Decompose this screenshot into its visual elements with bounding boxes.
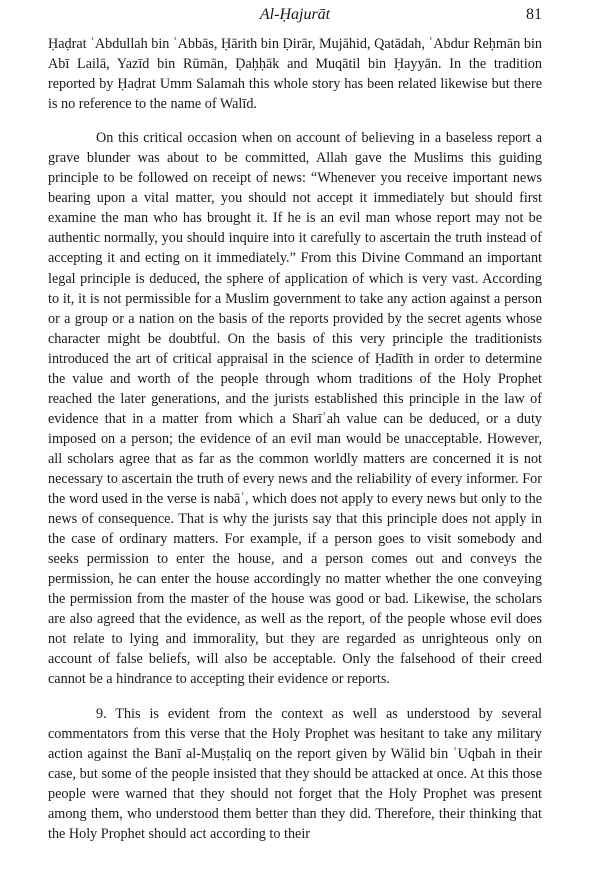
running-title: Al-Ḥajurāt — [259, 6, 331, 23]
paragraph-guiding-principle: On this critical occasion when on account of believing in a baseless report a grave blunder was about to be committed, Allah gave the Muslims this guiding principle to be followed on receipt of news: “Whenever you receive important news bearing upon a vital matter, you should not accept it immediately but should first examine the man who has brought it. If he is an evil man whose report may not be authentic normally, you should inquire into it carefully to ascertain the truth instead of accepting it and ecting on it immediately.” From this Divine Command an important legal principle is deduced, the sphere of application of which is very vast. According to it, it is not permissible for a Muslim government to take any action against a person or a group or a nation on the basis of the reports provided by the secret agents whose character might be doubtful. On the basis of this very principle the traditionists introduced the art of critical appraisal in the science of Ḥadīth in order to determine the value and worth of the people through whom traditions of the Holy Prophet reached the later generations, and the jurists established this principle in the law of evidence that in a matter from which a Sharīʿah value can be deduced, or a duty imposed on a person; the evidence of an evil man would be unacceptable. However, all scholars agree that as far as the common worldly matters are concerned it is not necessary to ascertain the truth of every news and the reliability of every informer. For the word used in the verse is nabāʾ, which does not apply to every news but only to the news of consequence. That is why the jurists say that this principle does not apply in the case of ordinary matters. For example, if a person goes to visit somebody and seeks permission to enter the house, and a person comes out and conveys the permission, he can enter the house accordingly no matter whether the one conveying the permission from the master of the house was good or bad. Likewise, the scholars are also agreed that the evidence, as well as the report, of the people whose evil does not relate to lying and immorality, but they are regarded as unrighteous only on account of false beliefs, will also be acceptable. Only the falsehood of their creed cannot be a hindrance to accepting their evidence or reports. — [48, 130, 542, 688]
paragraph-note-9: 9. This is evident from the context as well as understood by several commentators from this verse that the Holy Prophet was hesitant to take any military action against the Banī al-Muṣṭaliq on the report given by Wālid bin ʿUqbah in their case, but some of the people insisted that they should be attacked at once. At this those people were warned that they should not forget that the Holy Prophet was present among them, who understood them better than they did. Therefore, their thinking that the Holy Prophet should act according to their — [48, 705, 542, 842]
page-header — [48, 6, 542, 28]
paragraph-continued: Ḥaḍrat ʿAbdullah bin ʿAbbās, Ḥārith bin Ḍirār, Mujāhid, Qatādah, ʿAbdur Reḥmān bin Abī Lailā, Yazīd bin Rūmān, Ḍaḥḥāk and Muqātil bin Ḥayyān. In the tradition reported by Ḥaḍrat Umm Salamah this whole story has been related likewise but there is no reference to the name of Walīd. — [48, 36, 542, 113]
paragraph-spacer — [48, 114, 542, 128]
page-number: 81 — [526, 6, 542, 23]
paragraph-spacer — [48, 690, 542, 704]
body-text — [48, 34, 542, 844]
